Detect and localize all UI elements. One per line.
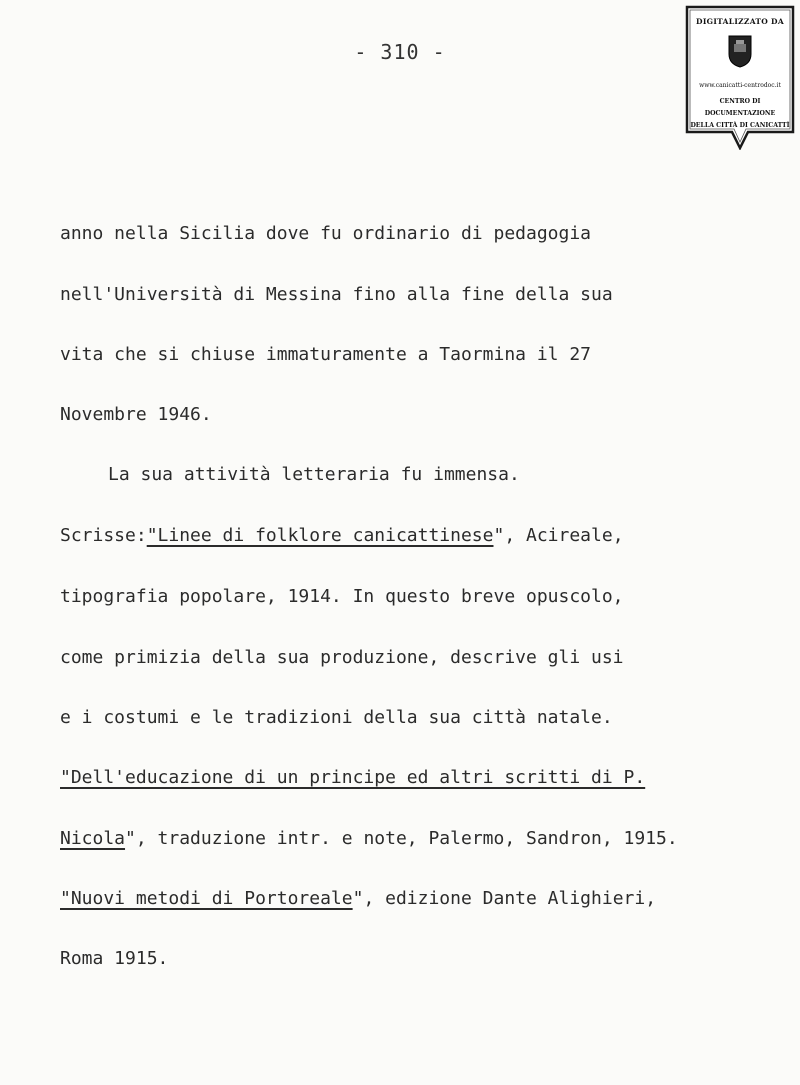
text-segment: ", edizione Dante Alighieri, <box>352 888 657 909</box>
page-number: - 310 - <box>354 40 446 64</box>
text-line: nell'Università di Messina fino alla fine della sua <box>60 284 613 305</box>
text-line <box>60 887 656 911</box>
book-title-underlined: "Nuovi metodi di Portoreale <box>60 888 353 909</box>
text-line <box>60 524 624 548</box>
stamp-title: DIGITALIZZATO DA <box>696 17 784 26</box>
text-line: e i costumi e le tradizioni della sua città natale. <box>60 707 613 728</box>
stamp-institution-line-2: DELLA CITTÀ DI CANICATTÌ <box>690 122 790 129</box>
text-line <box>60 766 645 790</box>
book-title-underlined: Nicola <box>60 828 126 849</box>
text-line: come primizia della sua produzione, descrive gli usi <box>60 647 624 668</box>
text-segment: Scrisse: <box>60 525 147 546</box>
book-title-underlined: "Linee di folklore canicattinese <box>146 525 494 546</box>
book-title-underlined: "Dell'educazione di un principe ed altri scritti di P. <box>60 767 646 788</box>
stamp-url: www.canicatti-centrodoc.it <box>699 82 781 89</box>
city-crest-icon <box>727 34 753 68</box>
text-segment: ", traduzione intr. e note, Palermo, Sandron, 1915. <box>125 828 678 849</box>
stamp-institution-line-1: CENTRO DI DOCUMENTAZIONE <box>704 98 776 117</box>
text-line: La sua attività letteraria fu immensa. <box>108 464 520 485</box>
digitization-stamp <box>684 4 796 148</box>
text-line <box>60 827 678 851</box>
text-line: Roma 1915. <box>60 948 169 969</box>
text-line: anno nella Sicilia dove fu ordinario di pedagogia <box>60 223 592 244</box>
text-segment: ", Acireale, <box>493 525 624 546</box>
text-line: tipografia popolare, 1914. In questo breve opuscolo, <box>60 586 624 607</box>
stamp-institution <box>684 96 796 132</box>
text-line: vita che si chiuse immaturamente a Taormina il 27 <box>60 344 592 365</box>
text-line: Novembre 1946. <box>60 404 212 425</box>
